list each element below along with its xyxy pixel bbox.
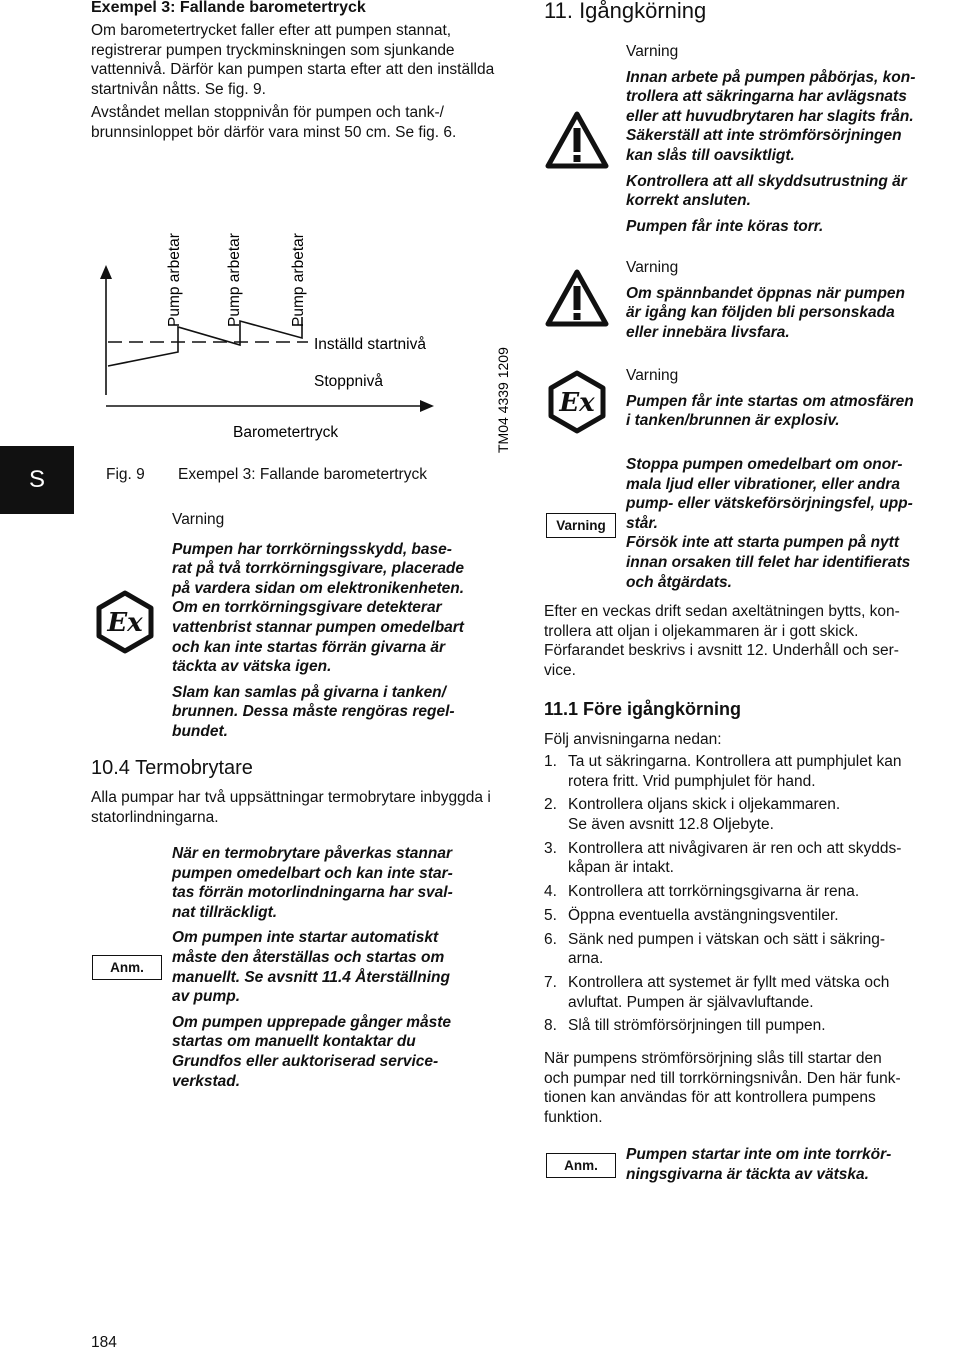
warning-line: eller att huvudbrytaren har slagits från. [626,107,914,125]
intro-paragraph-1: Om barometertrycket faller efter att pumpen stannat, registrerar pumpen tryckminskningen som sjunkande vattennivå. Därför kan pumpen starta efter att den inställda startnivån nåtts. Se fig. 9. [91,22,495,98]
figure-9-diagram [90,205,520,460]
figure-caption-label: Fig. 9 [106,466,145,483]
warning-line: pump- eller vätskeförsörjningsfel, upp- [626,495,913,513]
note-line: ningsgivarna är täckta av vätska. [626,1165,869,1183]
note-dry-sensors [626,1145,960,1184]
warning-line: Om en torrkörningsgivare detekterar [172,599,442,617]
list-item: 8. Slå till strömförsörjningen till pumpen. [544,1017,826,1035]
paragraph-line: trollera att oljan i oljekammaren är i gott skick. [544,622,859,640]
note-line: måste den återställas och startas om [172,948,445,966]
warning-title: Varning [626,43,679,60]
svg-text:Ex: Ex [559,388,595,418]
warning-line: Pumpen får inte köras torr. [626,217,824,235]
section-11-heading: 11. Igångkörning [544,0,707,23]
note-line: nat tillräckligt. [172,903,278,921]
warning-line: eller innebära livsfara. [626,323,790,341]
list-item: 7. Kontrollera att systemet är fyllt med vätska och avluftat. Pumpen är självavluftande. [544,974,890,1011]
note-thermal [172,844,517,1091]
note-line: När en termobrytare påverkas stannar [172,845,452,862]
note-line: av pump. [172,988,241,1006]
note-line: pumpen omedelbart och kan inte star- [172,864,453,882]
after-week-paragraph [544,602,960,680]
warning-line: Slam kan samlas på givarna i tanken/ [172,683,446,701]
paragraph-line: tionen kan användas för att kontrollera pumpens [544,1089,876,1107]
warning-title: Varning [172,511,225,528]
warning-line: på vardera sidan om elektronikenheten. [172,579,465,597]
warning-line: vattenbrist stannar pumpen omedelbart [172,618,464,636]
warning-line: Innan arbete på pumpen påbörjas, kon- [626,68,916,86]
list-item: 2. Kontrollera oljans skick i oljekammaren. Se även avsnitt 12.8 Oljebyte. [544,796,841,833]
warning-line: trollera att säkringarna har avlägsnats [626,88,907,106]
startup-steps-list [544,752,960,1040]
note-line: manuellt. Se avsnitt 11.4 Återställning [172,968,450,986]
warning-line: Försök inte att starta pumpen på nytt [626,534,900,552]
paragraph-line: vice. [544,661,576,679]
y-axis-arrow [100,265,112,279]
note-line: Om pumpen inte startar automatiskt [172,929,439,947]
language-tab: S [0,446,74,514]
ex-explosion-icon [548,370,606,434]
list-item: 5. Öppna eventuella avstängningsventiler. [544,906,839,924]
warning-noise [626,455,960,592]
paragraph-line: Förfarandet beskrivs i avsnitt 12. Underhåll och ser- [544,642,899,660]
stop-level-label: Stoppnivå [314,373,383,390]
warning-line: och kan inte startas förrän givarna är [172,638,446,656]
paragraph-line: Efter en veckas drift sedan axeltätningen bytts, kon- [544,603,900,620]
warning-line: Om spännbandet öppnas när pumpen [626,284,906,302]
ex-explosion-icon [96,590,154,654]
pump-label-2: Pump arbetar [226,233,243,327]
start-level-label: Inställd startnivå [314,336,426,353]
warning-line: innan orsaken till felet har identifierats [626,553,911,571]
svg-text:Ex: Ex [107,608,143,638]
page-number: 184 [91,1334,117,1351]
list-item: 6. Sänk ned pumpen i vätskan och sätt i säkring- arna. [544,930,886,968]
warning-line: står. [626,514,658,532]
example-section [91,0,511,143]
section-10-4-heading: 10.4 Termobrytare [91,757,253,779]
note-line: startas om manuellt kontaktar du [172,1033,416,1051]
warning-triangle-icon [545,268,609,328]
section-11-1-intro: Följ anvisningarna nedan: [544,731,722,748]
note-line: tas förrän motorlindningarna har sval- [172,884,453,902]
list-item: 1. Ta ut säkringarna. Kontrollera att pumphjulet kan rotera fritt. Vrid pumphjulet för hand. [544,753,902,790]
note-line: Om pumpen upprepade gånger måste [172,1013,452,1031]
note-box: Anm. [92,955,162,980]
pump-label-1: Pump arbetar [166,233,183,327]
paragraph-line: När pumpens strömförsörjning slås till startar den [544,1050,882,1067]
warning-line: korrekt ansluten. [626,192,751,210]
note-line: Grundfos eller auktoriserad service- [172,1052,439,1070]
pump-label-3: Pump arbetar [290,233,307,327]
warning-before-work [626,42,960,236]
warning-explosive [626,366,960,431]
warning-line: täckta av vätska igen. [172,658,332,676]
note-box: Anm. [546,1153,616,1178]
figure-code: TM04 4339 1209 [495,347,511,453]
warning-line: bundet. [172,722,228,740]
warning-clamp [626,258,960,342]
warning-line: mala ljud eller vibrationer, eller andra [626,475,900,493]
note-line: verkstad. [172,1072,241,1090]
warning-triangle-icon [545,110,609,170]
warning-line: Stoppa pumpen omedelbart om onor- [626,456,903,473]
closing-paragraph [544,1049,960,1127]
warning-line: Pumpen får inte startas om atmosfären [626,392,914,410]
figure-caption-text: Exempel 3: Fallande barometertryck [178,466,427,483]
warning-title: Varning [626,367,679,384]
warning-line: brunnen. Dessa måste rengöras regel- [172,703,455,721]
paragraph-line: och pumpar ned till torrkörningsnivån. Den här funk- [544,1069,901,1087]
barometer-label: Barometertryck [233,424,339,441]
list-item: 3. Kontrollera att nivågivaren är ren och att skydds- kåpan är intakt. [544,839,902,877]
warning-title: Varning [626,259,679,276]
list-item: 4. Kontrollera att torrkörningsgivarna är rena. [544,883,860,901]
section-10-4-text: Alla pumpar har två uppsättningar termobrytare inbyggda i statorlindningarna. [91,789,491,826]
warning-line: rat på två torrkörningsgivare, placerade [172,560,465,578]
note-line: Pumpen startar inte om inte torrkör- [626,1146,892,1163]
warning-line: Pumpen har torrkörningsskydd, base- [172,540,452,558]
warning-line: i tanken/brunnen är explosiv. [626,412,840,430]
example-heading: Exempel 3: Fallande barometertryck [91,0,366,16]
warning-line: är igång kan följden bli personskada [626,304,895,322]
warning-line: och åtgärdats. [626,573,732,591]
warning-line: kan slås till oavsiktligt. [626,146,795,164]
warning-dry-running [172,510,517,742]
warning-line: Kontrollera att all skyddsutrustning är [626,172,907,190]
paragraph-line: funktion. [544,1108,603,1126]
warning-line: Säkerställ att inte strömförsörjningen [626,127,902,145]
section-11-1-heading: 11.1 Före igångkörning [544,699,742,719]
x-axis-arrow [420,400,434,412]
intro-paragraph-2: Avståndet mellan stoppnivån för pumpen och tank-/ brunnsinloppet bör därför vara minst 50 cm. Se fig. 6. [91,104,457,141]
warning-box: Varning [546,513,616,538]
